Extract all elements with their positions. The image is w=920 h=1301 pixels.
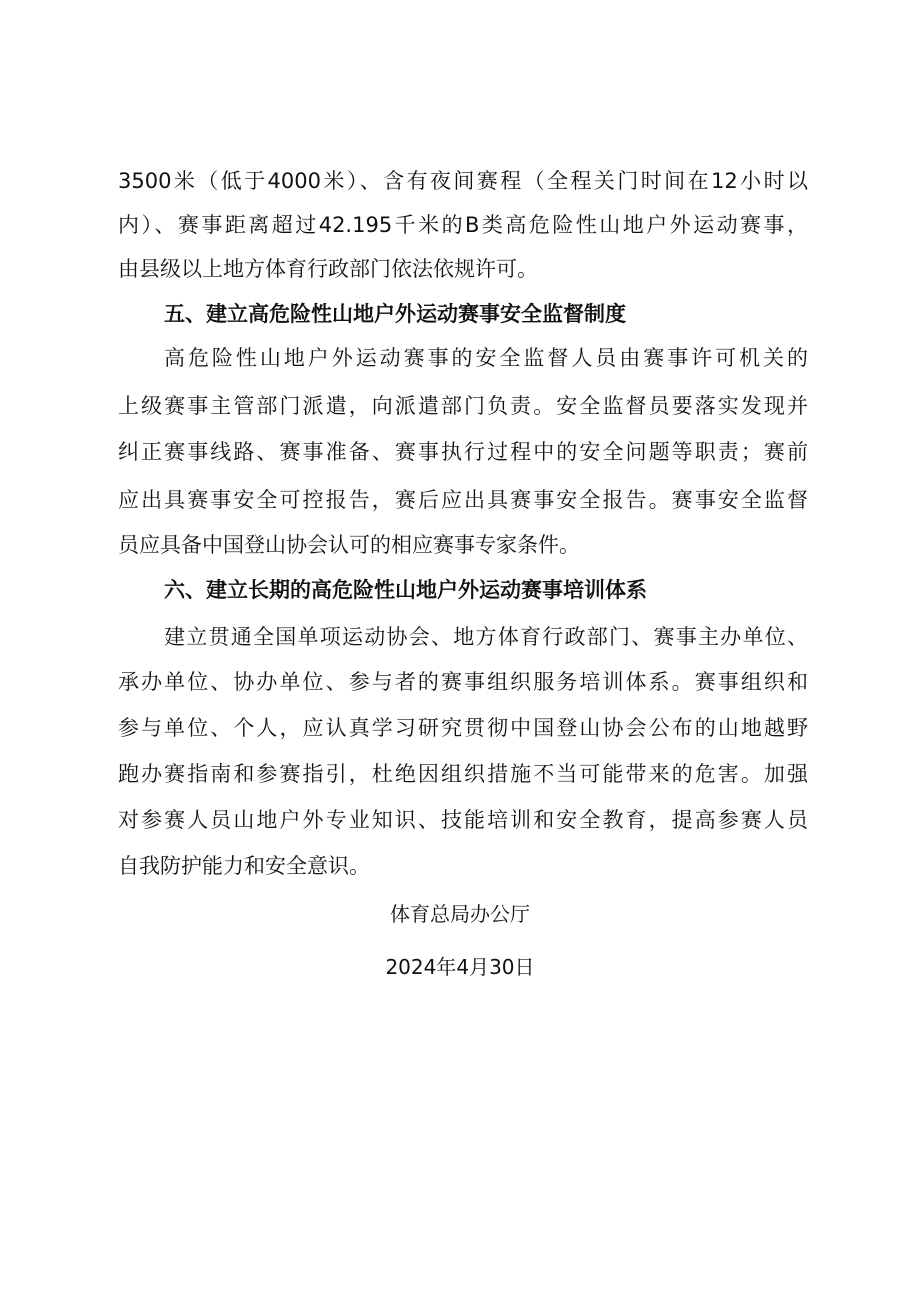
paragraph-line: 建立贯通全国单项运动协会、地方体育行政部门、赛事主办单位、 (164, 625, 808, 649)
paragraph-line: 员应具备中国登山协会认可的相应赛事专家条件。 (118, 533, 580, 557)
paragraph-line: 参与单位、个人，应认真学习研究贯彻中国登山协会公布的山地越野 (118, 716, 808, 740)
paragraph-line: 应出具赛事安全可控报告，赛后应出具赛事安全报告。赛事安全监督 (118, 488, 808, 512)
paragraph-line: 由县级以上地方体育行政部门依法依规许可。 (118, 257, 538, 281)
paragraph-line: 上级赛事主管部门派遣，向派遣部门负责。安全监督员要落实发现并 (118, 394, 808, 418)
paragraph-line: 高危险性山地户外运动赛事的安全监督人员由赛事许可机关的 (164, 346, 808, 370)
section-heading-6: 六、建立长期的高危险性山地户外运动赛事培训体系 (164, 578, 647, 602)
issuer-name: 体育总局办公厅 (390, 902, 530, 926)
paragraph-line: 3500米（低于4000米）、含有夜间赛程（全程关门时间在12小时以 (118, 169, 808, 193)
issue-date: 2024年4月30日 (385, 955, 535, 979)
paragraph-line: 跑办赛指南和参赛指引，杜绝因组织措施不当可能带来的危害。加强 (118, 762, 808, 786)
section-heading-5: 五、建立高危险性山地户外运动赛事安全监督制度 (164, 302, 626, 326)
paragraph-line: 自我防护能力和安全意识。 (118, 854, 370, 878)
paragraph-line: 承办单位、协办单位、参与者的赛事组织服务培训体系。赛事组织和 (118, 670, 808, 694)
paragraph-line: 对参赛人员山地户外专业知识、技能培训和安全教育，提高参赛人员 (118, 808, 808, 832)
paragraph-line: 纠正赛事线路、赛事准备、赛事执行过程中的安全问题等职责；赛前 (118, 440, 808, 464)
paragraph-line: 内）、赛事距离超过42.195千米的B类高危险性山地户外运动赛事， (118, 213, 808, 237)
